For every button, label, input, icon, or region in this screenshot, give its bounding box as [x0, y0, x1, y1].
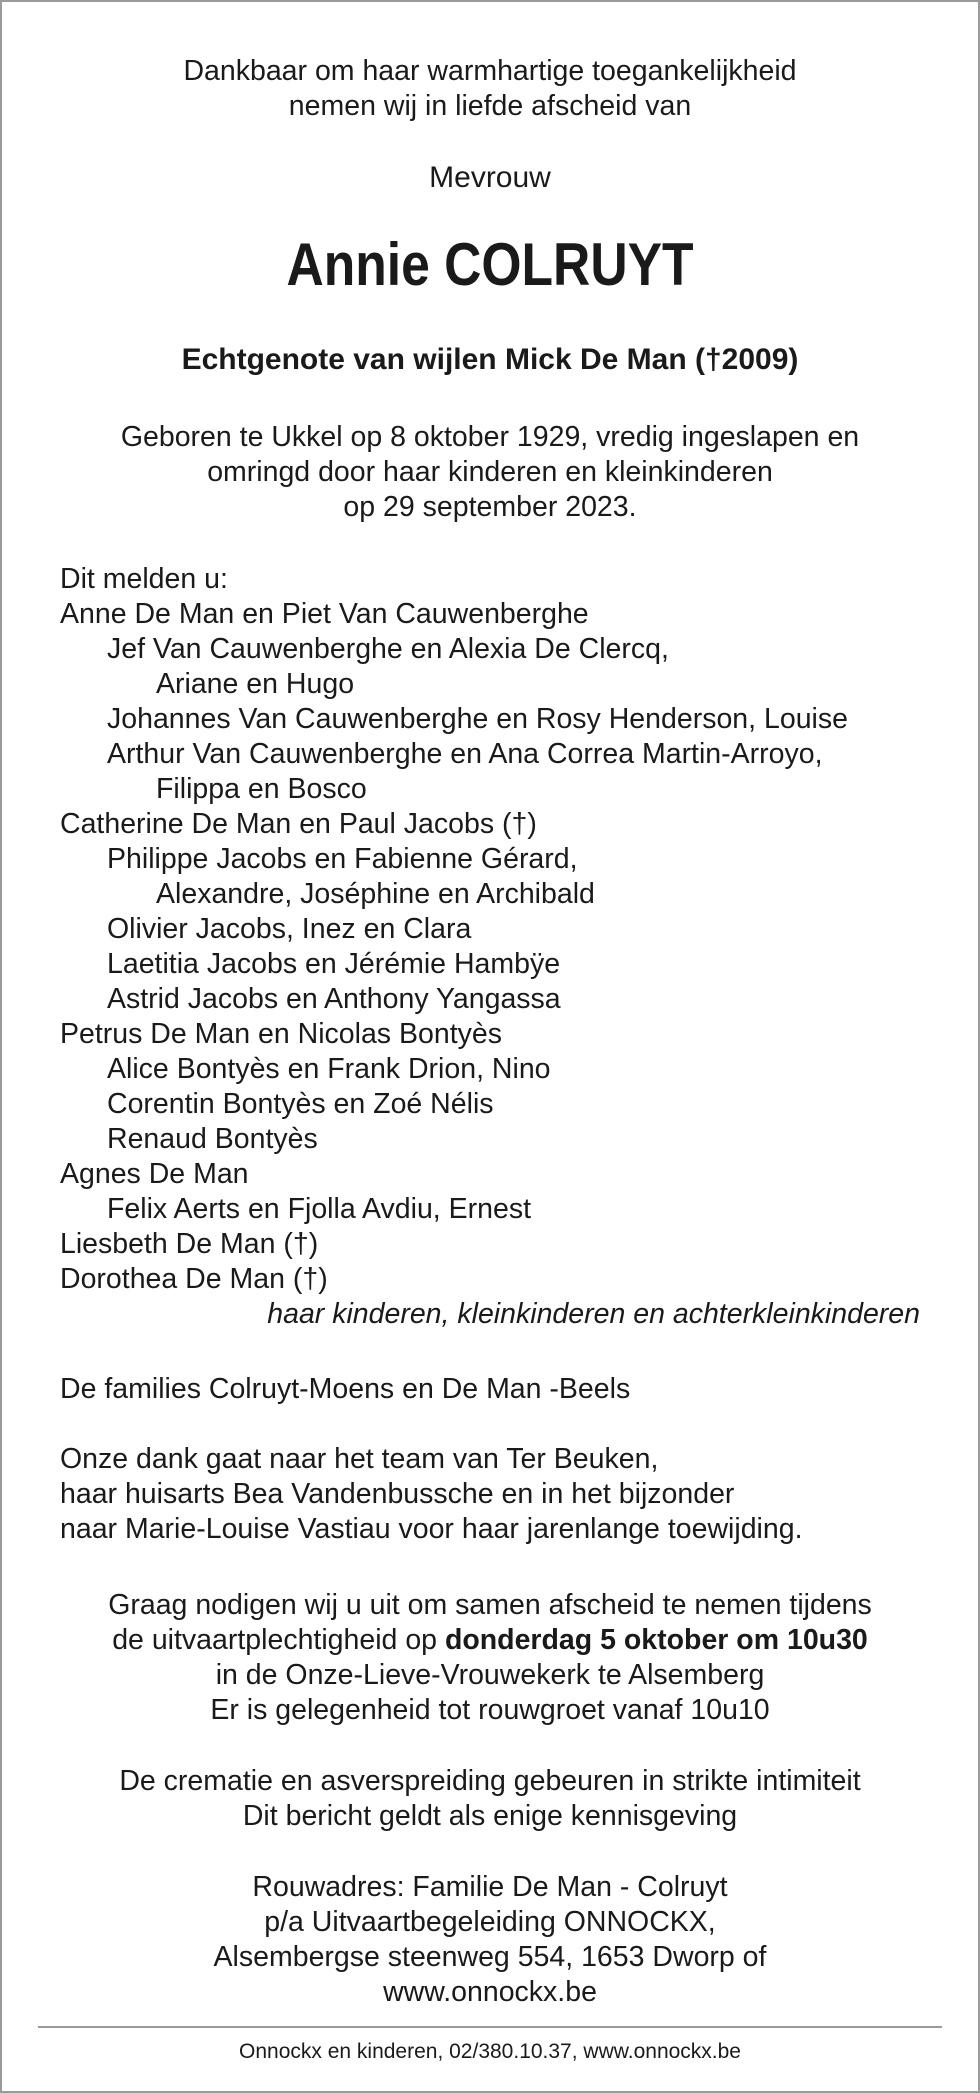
family-line: Ariane en Hugo — [156, 668, 355, 700]
thanks-line-3: naar Marie-Louise Vastiau voor haar jarenlange toewijding. — [60, 1513, 803, 1545]
family-closing: haar kinderen, kleinkinderen en achterkleinkinderen — [267, 1298, 920, 1330]
intro-text — [60, 54, 920, 124]
family-line: Johannes Van Cauwenberghe en Rosy Henderson, Louise — [107, 703, 848, 735]
invite-line-2 — [60, 1623, 920, 1658]
title-prefix: Mevrouw — [429, 161, 551, 194]
family-line: Laetitia Jacobs en Jérémie Hambÿe — [107, 948, 561, 980]
invite-line-4: Er is gelegenheid tot rouwgroet vanaf 10u10 — [210, 1694, 770, 1726]
family-line: Astrid Jacobs en Anthony Yangassa — [107, 983, 561, 1015]
invite-line-1: Graag nodigen wij u uit om samen afscheid te nemen tijdens — [108, 1589, 872, 1621]
thanks-text — [60, 1442, 920, 1547]
intro-line-1: Dankbaar om haar warmhartige toegankelijkheid — [183, 55, 797, 87]
family-list — [60, 562, 920, 1332]
family-line: Corentin Bontyès en Zoé Nélis — [107, 1088, 494, 1120]
family-line: Renaud Bontyès — [107, 1123, 318, 1155]
family-line: Petrus De Man en Nicolas Bontyès — [60, 1018, 502, 1050]
address-line-3: Alsembergse steenweg 554, 1653 Dworp of — [213, 1941, 767, 1973]
funeral-date-time: donderdag 5 oktober om 10u30 — [444, 1624, 868, 1656]
family-line: Filippa en Bosco — [156, 773, 367, 805]
invite-line-2-text: de uitvaartplechtigheid op — [112, 1624, 445, 1656]
family-line: Catherine De Man en Paul Jacobs (†) — [60, 808, 537, 840]
family-line: Agnes De Man — [60, 1158, 249, 1190]
family-line: Liesbeth De Man (†) — [60, 1228, 319, 1260]
intro-line-2: nemen wij in liefde afscheid van — [288, 90, 692, 122]
family-line: Olivier Jacobs, Inez en Clara — [107, 913, 472, 945]
funeral-invitation — [60, 1588, 920, 1728]
cremation-notice — [60, 1764, 920, 1834]
deceased-name: Annie COLRUYT — [286, 231, 694, 298]
cremation-line-2: Dit bericht geldt als enige kennisgeving — [242, 1800, 738, 1832]
birth-death-info — [60, 420, 920, 525]
family-line: Felix Aerts en Fjolla Avdiu, Ernest — [107, 1193, 532, 1225]
family-line: Dorothea De Man (†) — [60, 1263, 328, 1295]
family-line: Alexandre, Joséphine en Archibald — [156, 878, 595, 910]
thanks-line-2: haar huisarts Bea Vandenbussche en in het bijzonder — [60, 1478, 735, 1510]
footer-divider — [38, 2026, 942, 2028]
address-line-1: Rouwadres: Familie De Man - Colruyt — [252, 1871, 728, 1903]
family-line: Anne De Man en Piet Van Cauwenberghe — [60, 598, 589, 630]
family-line: Arthur Van Cauwenberghe en Ana Correa Martin-Arroyo, — [107, 738, 823, 770]
extended-families: De families Colruyt-Moens en De Man -Beels — [60, 1373, 631, 1405]
footer-credit: Onnockx en kinderen, 02/380.10.37, www.onnockx.be — [239, 2040, 741, 2063]
thanks-line-1: Onze dank gaat naar het team van Ter Beuken, — [60, 1443, 659, 1475]
mourning-address — [60, 1870, 920, 2010]
family-line: Alice Bontyès en Frank Drion, Nino — [107, 1053, 551, 1085]
address-line-4: www.onnockx.be — [383, 1976, 597, 2008]
family-lines — [60, 597, 920, 1297]
spouse-line: Echtgenote van wijlen Mick De Man (†2009) — [181, 343, 799, 376]
born-line-1: Geboren te Ukkel op 8 oktober 1929, vredig ingeslapen en — [120, 421, 860, 453]
family-line: Jef Van Cauwenberghe en Alexia De Clercq, — [107, 633, 669, 665]
born-line-3: op 29 september 2023. — [343, 491, 637, 523]
family-line: Philippe Jacobs en Fabienne Gérard, — [107, 843, 578, 875]
invite-line-3: in de Onze-Lieve-Vrouwekerk te Alsemberg — [215, 1659, 765, 1691]
born-line-2: omringd door haar kinderen en kleinkinderen — [207, 456, 773, 488]
cremation-line-1: De crematie en asverspreiding gebeuren in strikte intimiteit — [119, 1765, 861, 1797]
family-list-heading: Dit melden u: — [60, 563, 228, 595]
address-line-2: p/a Uitvaartbegeleiding ONNOCKX, — [264, 1906, 716, 1938]
